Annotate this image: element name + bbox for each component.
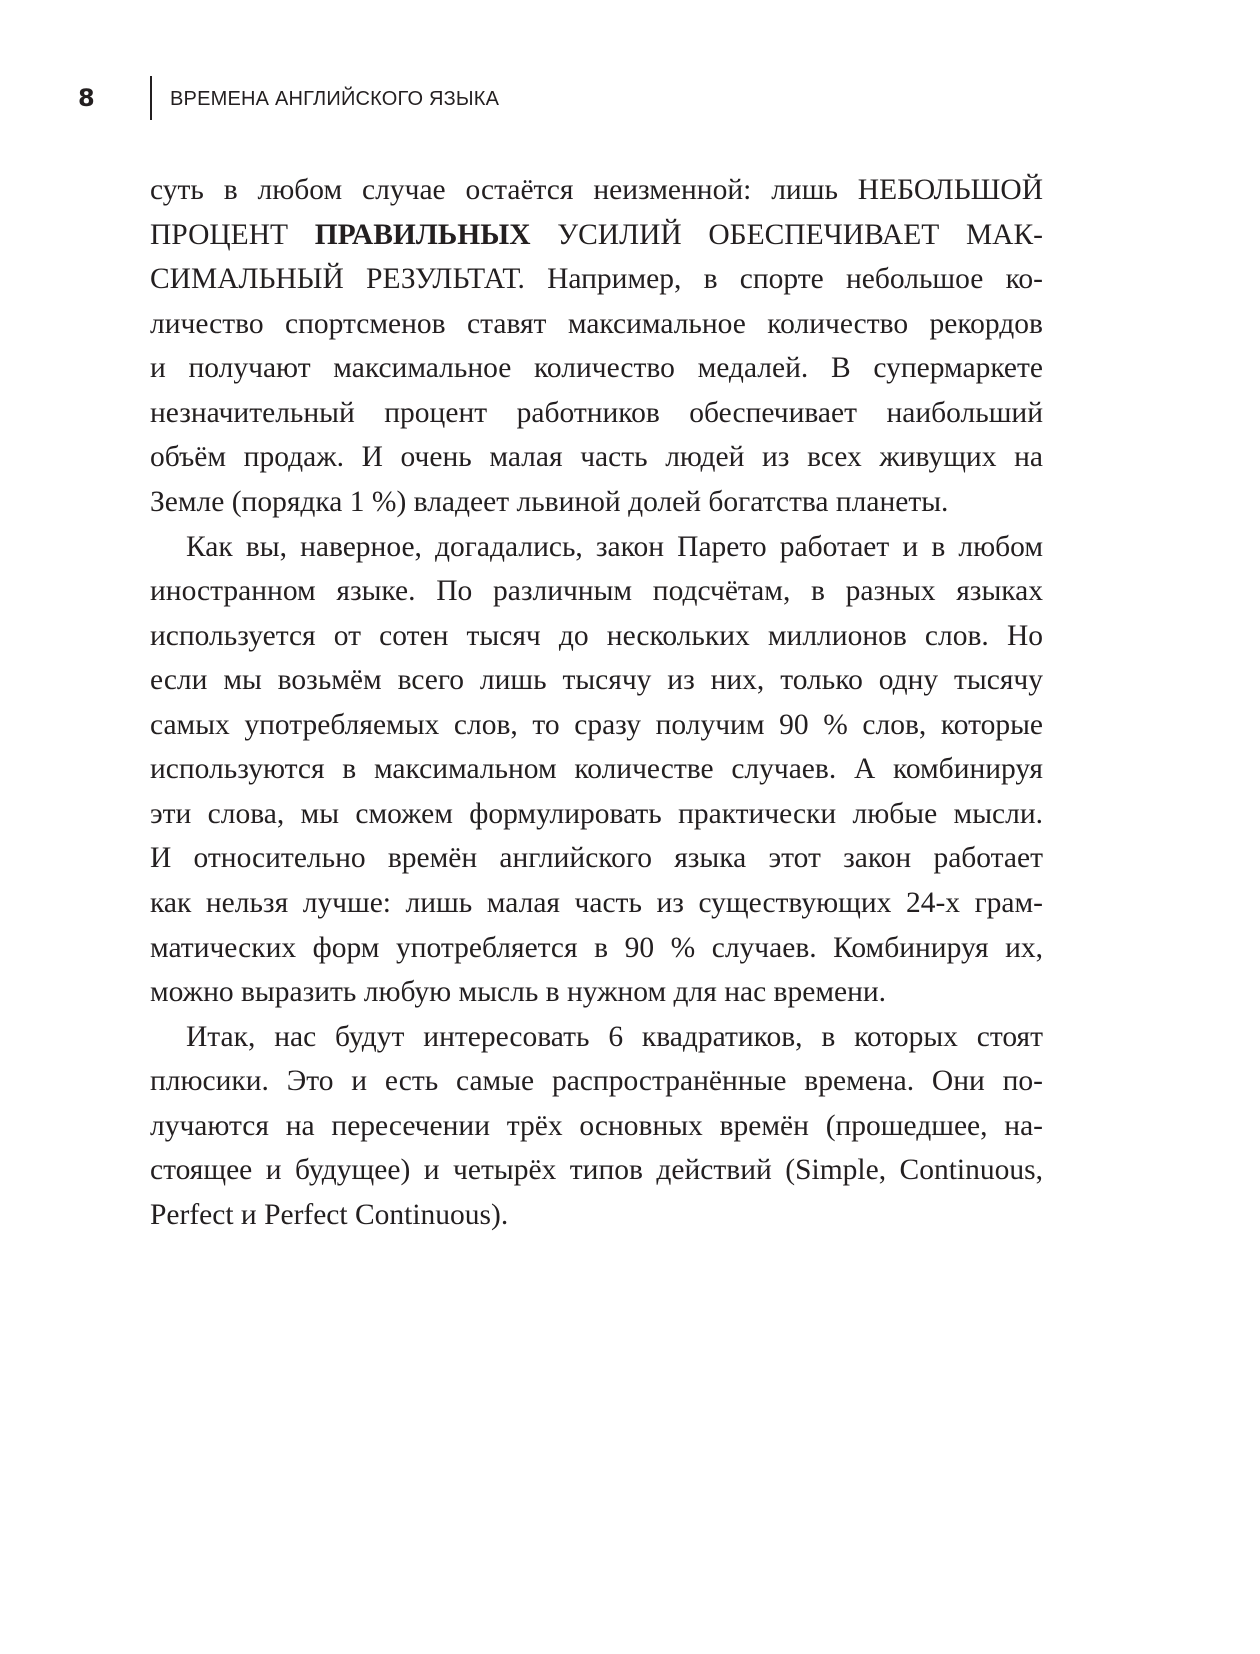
text-line bbox=[150, 435, 1043, 480]
text-segment: стоящее и будущее) и четырёх типов действий (Simple, Continuous, bbox=[150, 1154, 1043, 1187]
text-segment: лучаются на пересечении трёх основных времён (прошедшее, на- bbox=[150, 1109, 1043, 1142]
text-line bbox=[150, 614, 1043, 659]
page-number: 8 bbox=[78, 84, 95, 112]
text-segment: СИМАЛЬНЫЙ РЕЗУЛЬТАТ. Например, в спорте небольшое ко- bbox=[150, 263, 1043, 296]
text-line bbox=[150, 257, 1043, 302]
text-segment: личество спортсменов ставят максимальное количество рекордов bbox=[150, 307, 1043, 340]
header-divider bbox=[150, 76, 152, 120]
text-segment: ПРОЦЕНТ bbox=[150, 218, 315, 251]
text-line bbox=[150, 1059, 1043, 1104]
text-segment: УСИЛИЙ ОБЕСПЕЧИВАЕТ МАК- bbox=[530, 218, 1043, 251]
text-line bbox=[150, 703, 1043, 748]
running-title: ВРЕМЕНА АНГЛИЙСКОГО ЯЗЫКА bbox=[170, 88, 500, 110]
text-line bbox=[150, 926, 1043, 971]
text-segment: если мы возьмём всего лишь тысячу из них, только одну тысячу bbox=[150, 664, 1043, 697]
text-line bbox=[150, 302, 1043, 347]
text-line bbox=[150, 1104, 1043, 1149]
text-segment: как нельзя лучше: лишь малая часть из существующих 24-х грам- bbox=[150, 887, 1043, 919]
text-line bbox=[150, 658, 1043, 703]
paragraph bbox=[150, 168, 1043, 525]
text-line bbox=[150, 525, 1043, 570]
text-line bbox=[150, 836, 1043, 881]
text-line bbox=[150, 1193, 1043, 1238]
text-segment: Как вы, наверное, догадались, закон Парето работает и в любом bbox=[186, 530, 1043, 563]
bold-text: ПРАВИЛЬНЫХ bbox=[314, 218, 531, 251]
text-segment: и получают максимальное количество медалей. В супермаркете bbox=[150, 352, 1043, 385]
text-line bbox=[150, 480, 1043, 525]
paragraph bbox=[150, 525, 1043, 1015]
text-segment: И относительно времён английского языка этот закон работает bbox=[150, 842, 1043, 875]
text-line bbox=[150, 970, 1043, 1015]
text-segment: незначительный процент работников обеспечивает наибольший bbox=[150, 396, 1043, 429]
text-segment: самых употребляемых слов, то сразу получим 90 % слов, которые bbox=[150, 708, 1043, 741]
text-segment: матических форм употребляется в 90 % случаев. Комбинируя их, bbox=[150, 931, 1043, 964]
body-text bbox=[150, 168, 1043, 1238]
text-line bbox=[150, 747, 1043, 792]
text-segment: Perfect и Perfect Continuous). bbox=[150, 1198, 509, 1231]
text-line bbox=[150, 213, 1043, 258]
paragraph bbox=[150, 1015, 1043, 1238]
text-line bbox=[150, 168, 1043, 213]
text-segment: суть в любом случае остаётся неизменной: лишь НЕБОЛЬШОЙ bbox=[150, 174, 1043, 206]
text-line bbox=[150, 1148, 1043, 1193]
text-segment: эти слова, мы сможем формулировать практически любые мысли. bbox=[150, 797, 1043, 830]
text-segment: используется от сотен тысяч до нескольких миллионов слов. Но bbox=[150, 619, 1043, 652]
text-line bbox=[150, 391, 1043, 436]
text-line bbox=[150, 346, 1043, 391]
text-line bbox=[150, 569, 1043, 614]
text-segment: объём продаж. И очень малая часть людей из всех живущих на bbox=[150, 441, 1043, 474]
text-segment: используются в максимальном количестве случаев. А комбинируя bbox=[150, 753, 1043, 786]
text-segment: Итак, нас будут интересовать 6 квадратиков, в которых стоят bbox=[186, 1020, 1043, 1053]
text-segment: можно выразить любую мысль в нужном для нас времени. bbox=[150, 976, 887, 1009]
text-line bbox=[150, 881, 1043, 926]
text-segment: плюсики. Это и есть самые распространённые времена. Они по- bbox=[150, 1065, 1043, 1098]
text-segment: Земле (порядка 1 %) владеет львиной долей богатства планеты. bbox=[150, 485, 949, 518]
text-line bbox=[150, 792, 1043, 837]
text-segment: иностранном языке. По различным подсчётам, в разных языках bbox=[150, 575, 1043, 608]
text-line bbox=[150, 1015, 1043, 1060]
